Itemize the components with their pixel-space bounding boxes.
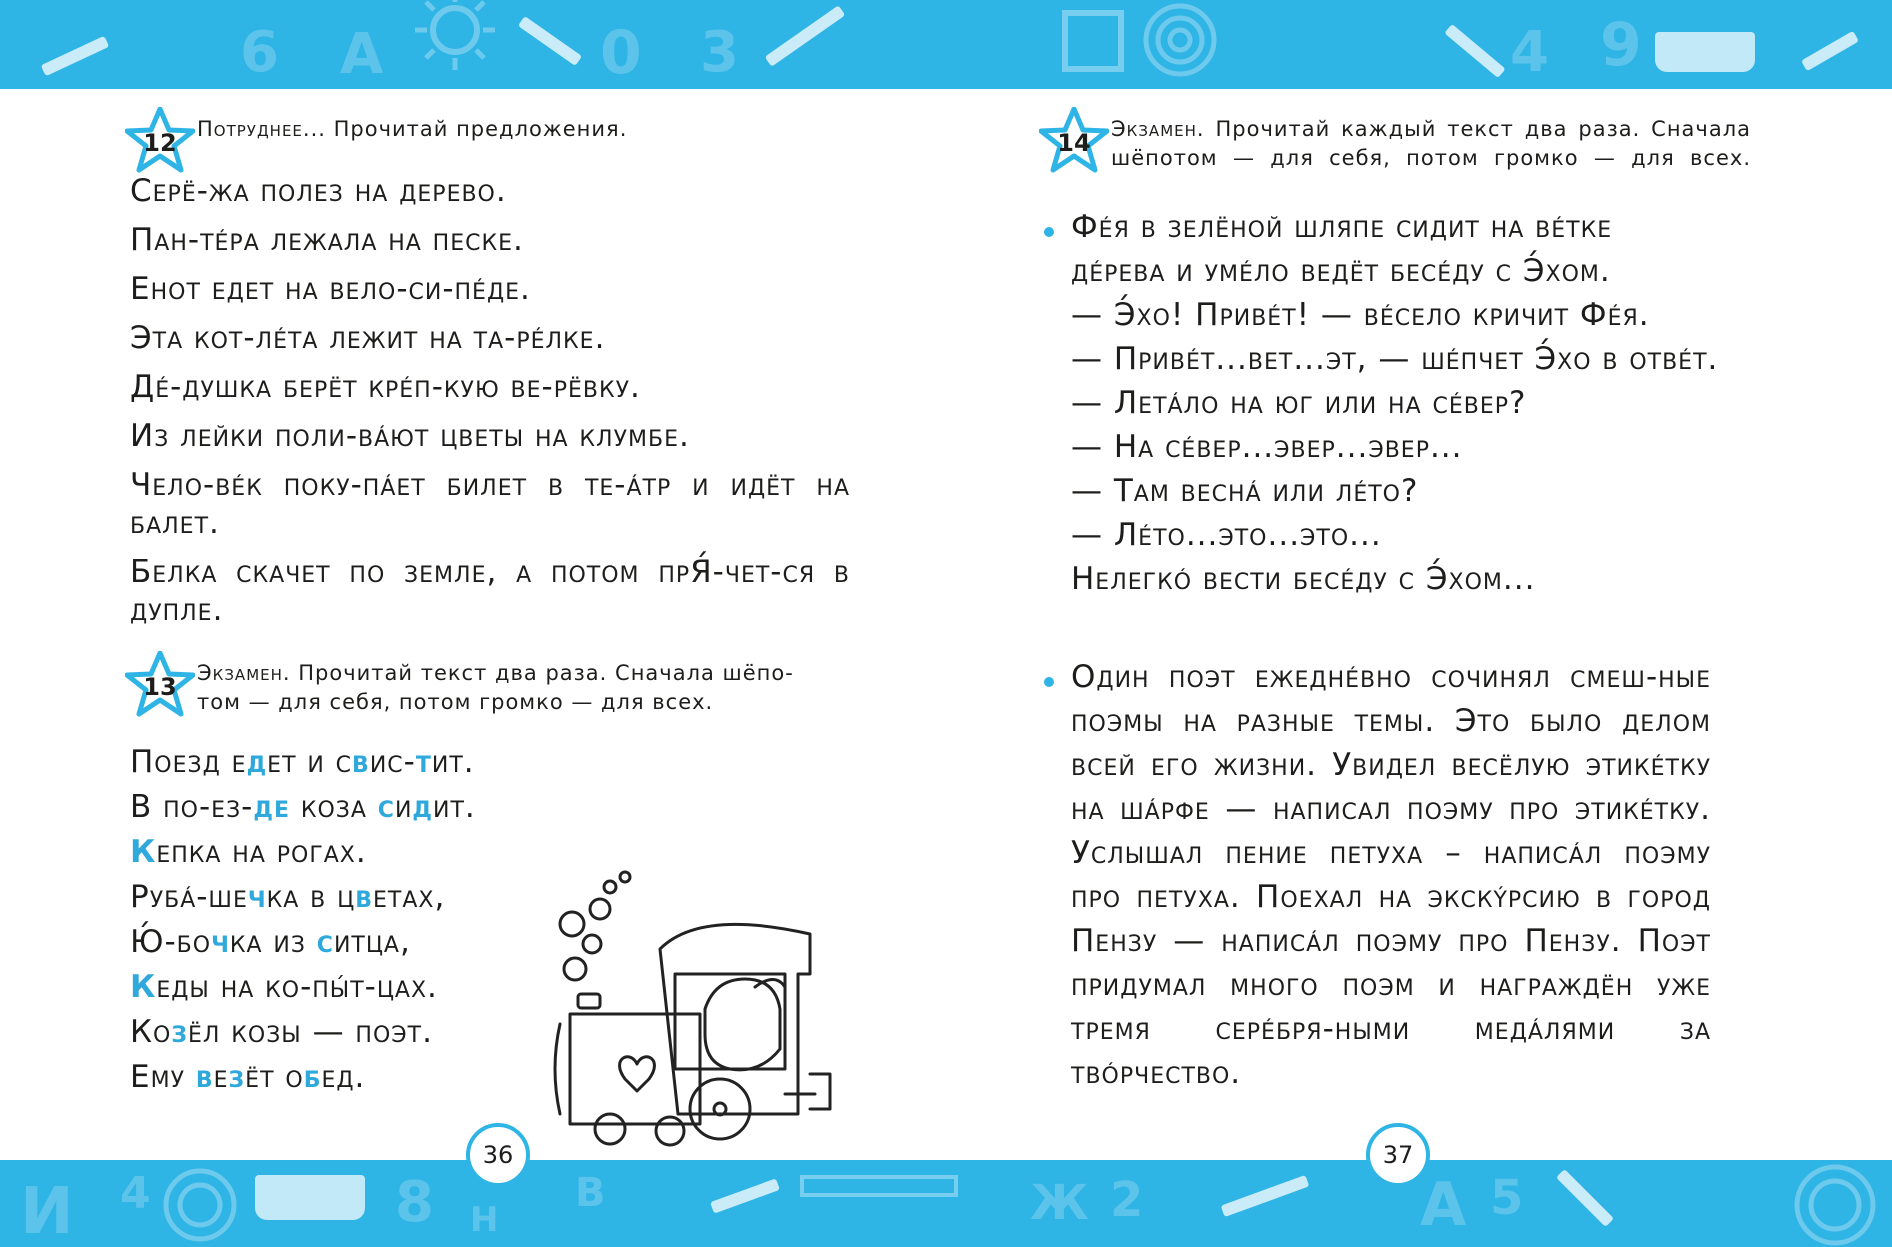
- brush-icon: [1221, 1175, 1310, 1217]
- decor-glyph: A: [1420, 1170, 1467, 1240]
- pencil-icon: [518, 16, 582, 66]
- task-instruction-text: том — для себя, потом громко — для всех.: [197, 690, 714, 714]
- bullet-icon: [1044, 227, 1054, 237]
- decor-glyph: В: [575, 1170, 606, 1216]
- task-number-star: [1039, 107, 1109, 173]
- target-icon: [160, 1165, 240, 1245]
- decor-glyph: 4: [1510, 20, 1549, 85]
- left-page: [0, 89, 946, 1169]
- task-number-star: [125, 651, 195, 717]
- task-instruction: [1111, 115, 1751, 173]
- sentence: Дé-душка берёт крéп-кую ве-рёвку.: [130, 369, 641, 405]
- task-13-poem: [130, 740, 550, 1100]
- page-number: 36: [466, 1123, 530, 1187]
- bullet-icon: [1044, 677, 1054, 687]
- brush-icon: [765, 5, 846, 66]
- decor-glyph: 4: [120, 1168, 151, 1219]
- ruler-shape: [800, 1175, 958, 1197]
- task-keyword: Потруднее...: [197, 117, 326, 141]
- task-instruction-text: Прочитай каждый текст два раза. Сначала: [1215, 117, 1751, 141]
- decor-glyph: A: [340, 22, 384, 87]
- task-12-sentences: [130, 172, 850, 640]
- sentence: Серё-жа полез на дерево.: [130, 173, 507, 209]
- pencil-icon: [41, 36, 110, 76]
- sentence: Эта кот-лéта лежит на та-рéлке.: [130, 320, 606, 356]
- text-paragraph: Один поэт ежеднéвно сочинял смеш-ные поэмы на разные темы. Это было делом всей его жизни. Увидел весёлую этикéтку на шáрфе — написал поэму про этикéтку. Услышал пение петуха – написáл поэму про петуха. Поехал на экскýрсию в город Пензу — написáл поэму про Пензу. Поэт придумал много поэм и награждён уже тремя серéбря-ными медáлями за твóрчество.: [1071, 659, 1711, 1091]
- text-1: [1071, 205, 1791, 601]
- decor-glyph: 9: [1600, 10, 1642, 80]
- poem-line: В по-ез-де коза сидит.: [130, 789, 476, 825]
- task-13-header: [125, 651, 847, 717]
- task-14-header: [1039, 107, 1751, 173]
- text-line: — Привéт...вет...эт, — шéпчет Э́хо в отвéт.: [1071, 341, 1719, 377]
- task-instruction-text: шёпотом — для себя, потом громко — для всех.: [1111, 146, 1751, 170]
- decor-glyph: И: [20, 1175, 74, 1247]
- text-line: — Э́хо! Привéт! — вéсело кричит Фéя.: [1071, 297, 1650, 333]
- text-2: [1071, 655, 1711, 1095]
- book-icon: [255, 1175, 365, 1220]
- sentence: Енот едет на вело-си-пéде.: [130, 271, 531, 307]
- text-line: дéрева и умéло ведёт бесéду с Э́хом.: [1071, 253, 1611, 289]
- decor-glyph: Н: [470, 1200, 499, 1240]
- text-line: Нелегкó вести бесéду с Э́хом...: [1071, 561, 1536, 597]
- poem-line: Кепка на рогах.: [130, 834, 367, 870]
- pencil-icon: [1444, 24, 1505, 78]
- goat-train-illustration: [540, 869, 850, 1149]
- task-instruction: [197, 659, 847, 717]
- text-line: Фéя в зелёной шляпе сидит на вéтке: [1071, 209, 1613, 245]
- sentence: Белка скачет по земле, а потом прЯ́-чет-ся в дупле.: [130, 554, 850, 628]
- task-keyword: Экзамен.: [1111, 117, 1205, 141]
- page-number: 37: [1366, 1123, 1430, 1187]
- task-number: 12: [143, 129, 177, 157]
- target-icon: [1140, 0, 1220, 80]
- decor-glyph: 6: [240, 20, 279, 85]
- poem-line: Кеды на ко-пы́т-цах.: [130, 969, 438, 1005]
- square-shape: [1062, 10, 1124, 72]
- poem-line: Рубá-шечка в цветах,: [130, 879, 446, 915]
- decor-glyph: 8: [395, 1170, 434, 1235]
- right-page: [946, 89, 1892, 1169]
- sun-icon: [400, 0, 510, 80]
- decor-glyph: Ж: [1030, 1175, 1089, 1231]
- decor-glyph: 0: [600, 18, 642, 88]
- footer-band: [0, 1160, 1892, 1247]
- text-line: — Там веснá или лéто?: [1071, 473, 1419, 509]
- decor-glyph: 2: [1110, 1172, 1144, 1228]
- poem-line: Ему везёт обед.: [130, 1059, 366, 1095]
- text-line: — Летáло на юг или на сéвер?: [1071, 385, 1527, 421]
- header-band: [0, 0, 1892, 89]
- poem-line: Ю́-бочка из ситца,: [130, 924, 411, 960]
- decor-glyph: 3: [700, 20, 739, 85]
- task-12-header: [125, 107, 627, 173]
- poem-line: Козёл козы — поэт.: [130, 1014, 433, 1050]
- target-icon: [1790, 1160, 1880, 1247]
- text-line: — На сéвер...эвер...эвер...: [1071, 429, 1463, 465]
- pencil-icon: [1556, 1169, 1614, 1227]
- book-icon: [1655, 32, 1755, 72]
- pencil-icon: [710, 1178, 780, 1213]
- task-number: 14: [1057, 129, 1091, 157]
- task-instruction-text: Прочитай предложения.: [333, 117, 628, 141]
- text-line: — Лéто...это...это...: [1071, 517, 1382, 553]
- task-number-star: [125, 107, 195, 173]
- task-number: 13: [143, 673, 177, 701]
- poem-line: Поезд едет и свис-тит.: [130, 744, 475, 780]
- task-instruction-text: Прочитай текст два раза. Сначала шёпо-: [298, 661, 794, 685]
- sentence: Из лейки поли-вáют цветы на клумбе.: [130, 418, 690, 454]
- task-instruction: [197, 115, 627, 144]
- decor-glyph: 5: [1490, 1170, 1524, 1226]
- sentence: Чело-вéк поку-пáет билет в те-áтр и идёт на балет.: [130, 467, 850, 541]
- sentence: Пан-тéра лежала на песке.: [130, 222, 524, 258]
- pencil-icon: [1801, 31, 1859, 71]
- task-keyword: Экзамен.: [197, 661, 291, 685]
